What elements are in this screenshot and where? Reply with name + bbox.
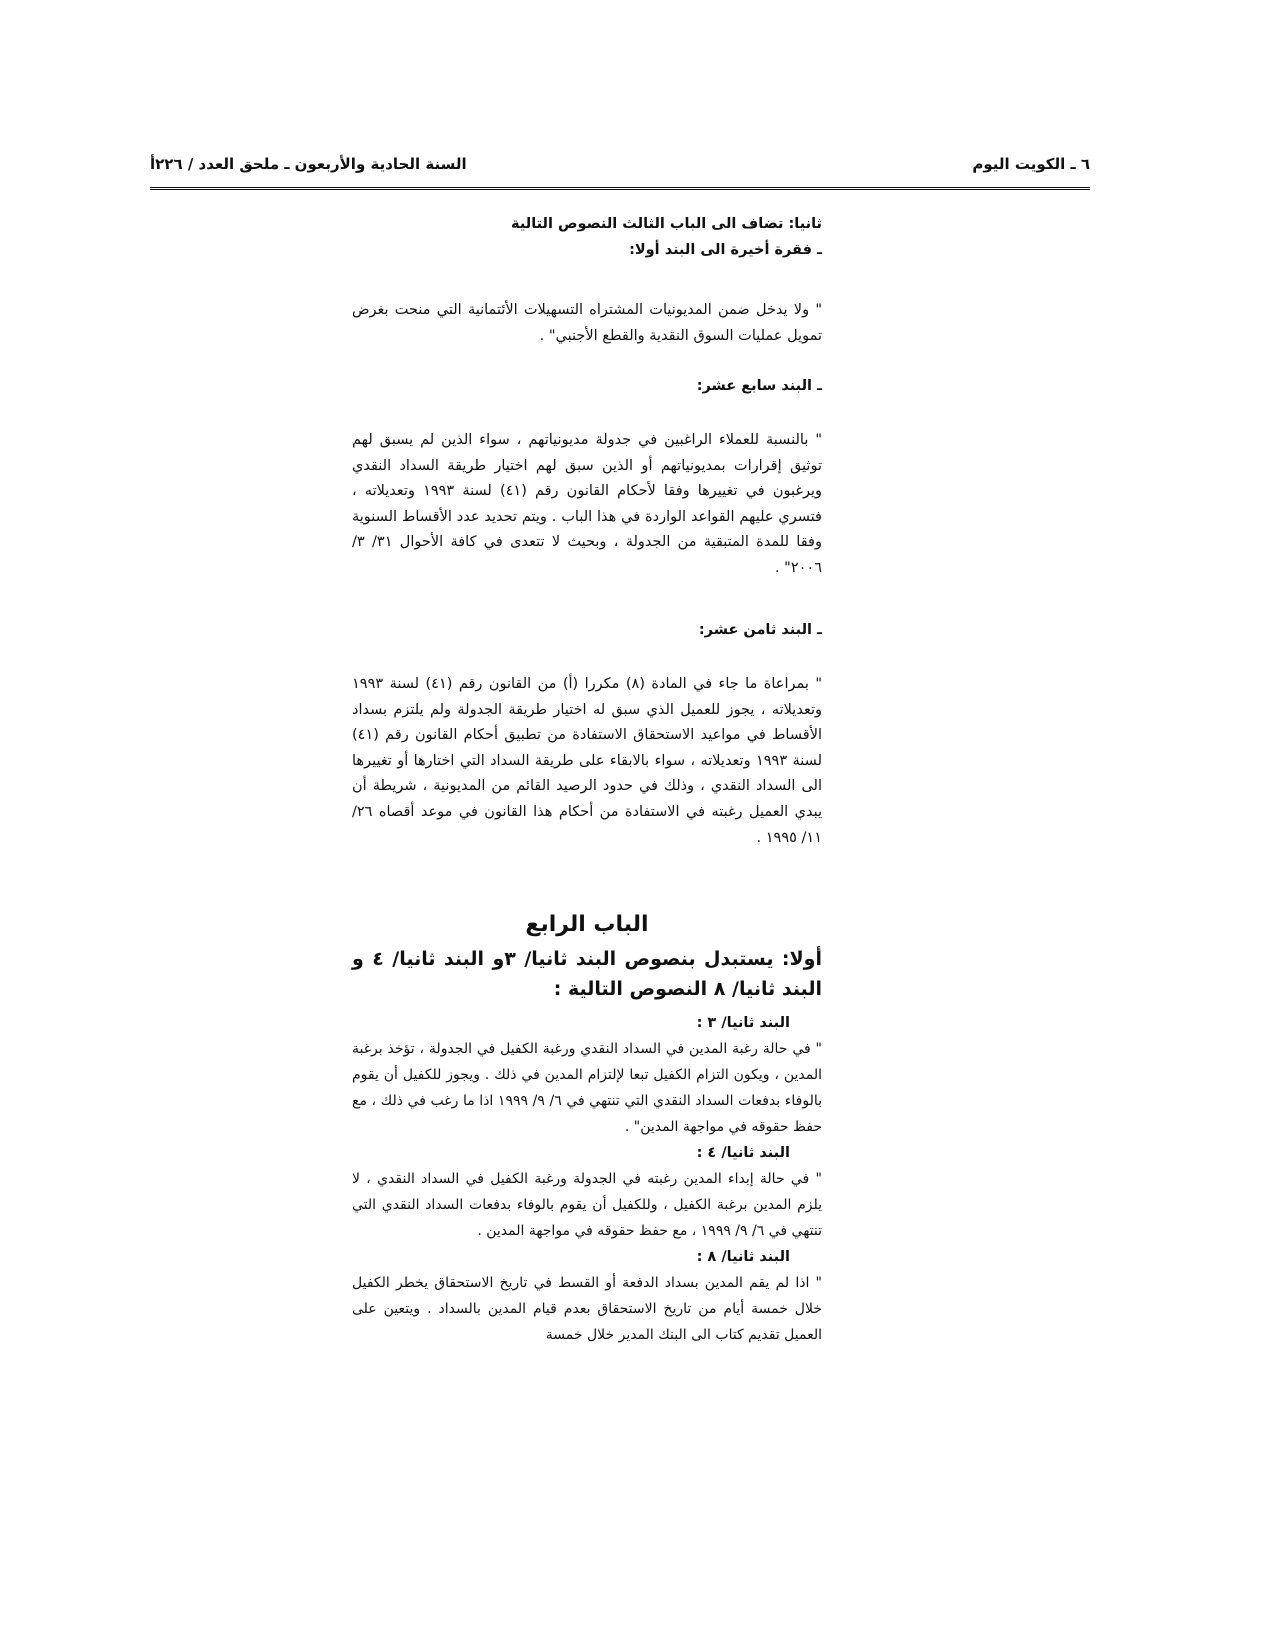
clause-paragraph: " اذا لم يقم المدين بسداد الدفعة أو القسط في تاريخ الاستحقاق يخطر الكفيل خلال خمسة أيام من تاريخ الاستحقاق بعدم قيام المدين بالسداد . ويتعين على العميل تقديم كتاب الى البنك المدير خلال خمسة (352, 1275, 822, 1343)
section-two (352, 212, 822, 263)
clause-18-body (352, 672, 822, 851)
header-issue-label: السنة الحادية والأربعون ـ ملحق العدد / ٢٢٦أ (150, 155, 467, 173)
chapter-four-clauses (352, 1010, 822, 1348)
header-page-label: ٦ ـ الكويت اليوم (972, 155, 1090, 173)
clause-17-heading (352, 374, 822, 400)
chapter-intro: أولا: يستبدل بنصوص البند ثانيا/ ٣و البند ثانيا/ ٤ و البند ثانيا/ ٨ النصوص التالية : (352, 948, 822, 1000)
section-subtitle: ـ فقرة أخيرة الى البند أولا: (629, 241, 822, 258)
clause-paragraph: " بالنسبة للعملاء الراغبين في جدولة مديونياتهم ، سواء الذين لم يسبق لهم توثيق إقرارات بمديونياتهم أو الذين سبق لهم اختيار طريقة السداد النقدي ويرغبون في تغييرها وفقا لأحكام القانون رقم (٤١) لسنة ١٩٩٣ وتعديلاته ، فتسري عليهم القواعد الواردة في هذا الباب . ويتم تحديد عدد الأقساط السنوية وفقا للمدة المتبقية من الجدولة ، وبحيث لا تتعدى في كافة الأحوال ٣١/ ٣/ ٢٠٠٦" . (352, 432, 822, 576)
chapter-title: الباب الرابع (525, 912, 649, 937)
section-two-quote (352, 298, 822, 349)
clause-title: البند ثانيا/ ٤ : (696, 1145, 790, 1161)
clause-title: البند ثانيا/ ٣ : (696, 1015, 790, 1031)
section-title: ثانيا: تضاف الى الباب الثالث النصوص التالية (511, 216, 822, 232)
page-header (150, 155, 1090, 190)
quote-paragraph: " ولا يدخل ضمن المديونيات المشتراه التسهيلات الأئتمانية التي منحت بغرض تمويل عمليات السوق النقدية والقطع الأجنبي" . (352, 302, 822, 344)
clause-paragraph: " بمراعاة ما جاء في المادة (٨) مكررا (أ) من القانون رقم (٤١) لسنة ١٩٩٣ وتعديلاته ، يجوز للعميل الذي سبق له اختيار طريقة الجدولة ولم يلتزم بسداد الأقساط في مواعيد الاستحقاق الاستفادة من تطبيق أحكام القانون رقم (٤١) لسنة ١٩٩٣ وتعديلاته ، سواء بالابقاء على طريقة السداد التي اختارها أو تغييرها الى السداد النقدي ، وذلك في حدود الرصيد القائم من المديونية ، شريطة أن يبدي العميل رغبته في الاستفادة من أحكام هذا القانون في موعد أقصاه ٢٦/ ١١/ ١٩٩٥ . (352, 676, 822, 846)
clause-title: ـ البند ثامن عشر: (698, 622, 822, 638)
clause-title: ـ البند سابع عشر: (696, 378, 822, 394)
clause-17-body (352, 428, 822, 582)
clause-title: البند ثانيا/ ٨ : (696, 1249, 790, 1265)
clause-paragraph: " في حالة رغبة المدين في السداد النقدي ورغبة الكفيل في الجدولة ، تؤخذ برغبة المدين ، ويكون التزام الكفيل تبعا لإلتزام المدين في ذلك . ويجوز للكفيل أن يقوم بالوفاء بدفعات السداد النقدي التي تنتهي في ٦/ ٩/ ١٩٩٩ اذا ما رغب في ذلك ، مع حفظ حقوقه في مواجهة المدين" . (352, 1041, 823, 1135)
clause-18-heading (352, 618, 822, 644)
clause-paragraph: " في حالة إبداء المدين رغبته في الجدولة ورغبة الكفيل في السداد النقدي ، لا يلزم المدين برغبة الكفيل ، وللكفيل أن يقوم بالوفاء بدفعات السداد النقدي التي تنتهي في ٦/ ٩/ ١٩٩٩ ، مع حفظ حقوقه في مواجهة المدين . (352, 1171, 822, 1239)
